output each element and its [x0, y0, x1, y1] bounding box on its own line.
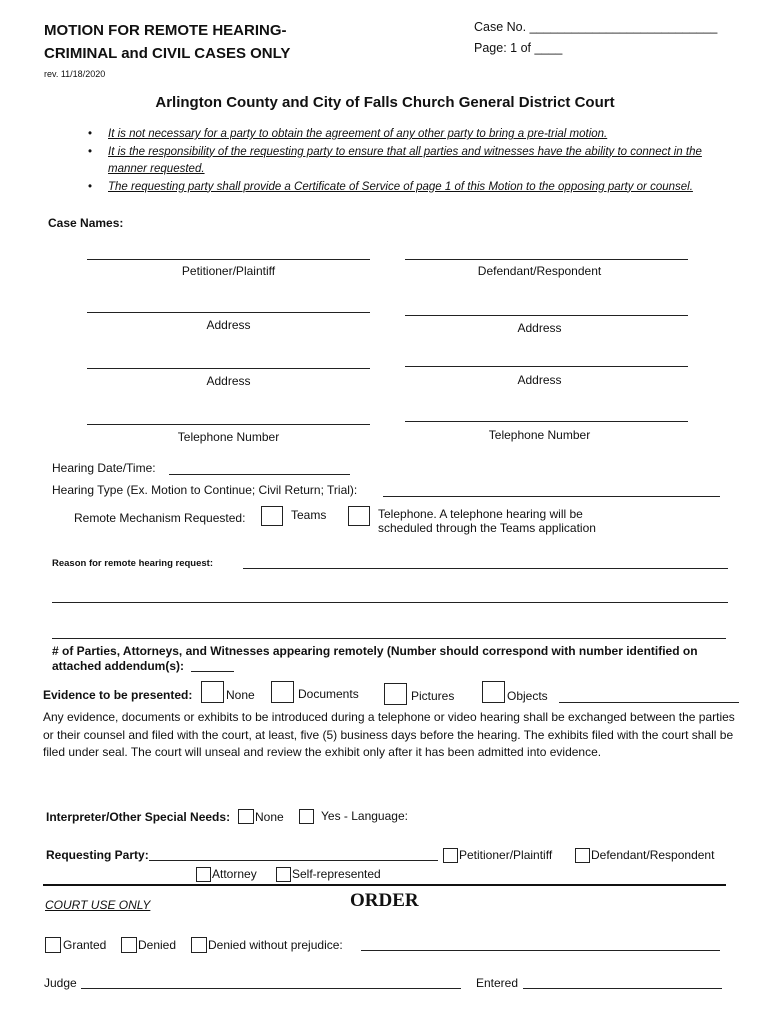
hearing-date-label: Hearing Date/Time: — [52, 461, 156, 475]
reason-label: Reason for remote hearing request: — [52, 558, 214, 569]
defendant-address2-label: Address — [517, 373, 562, 387]
evidence-paragraph: Any evidence, documents or exhibits to be introduced during a telephone or video hearing shall be exchanged between the parties or their counsel and filed with the court, at least, five (5) business days before the hearing. The exhibits filed with the court shall be filed under seal. The court will unseal and review the exhibit only after it has been admitted into evidence. — [43, 710, 735, 759]
instruction-item: • The requesting party shall provide a Certificate of Service of page 1 of this Motion to the opposing party or counsel. — [82, 179, 702, 197]
petitioner-address2-label: Address — [206, 374, 251, 388]
denied-reason-line[interactable] — [361, 950, 720, 951]
defendant-address1-label: Address — [517, 321, 562, 335]
instructions-list — [82, 126, 702, 196]
interpreter-yes-checkbox[interactable] — [299, 809, 314, 824]
case-number-field[interactable]: Case No. ___________________________ — [474, 20, 718, 34]
evidence-documents-label: Documents — [298, 687, 359, 701]
instruction-item: • It is not necessary for a party to obtain the agreement of any other party to bring a pre-trial motion. — [82, 126, 702, 144]
evidence-documents-checkbox[interactable] — [271, 681, 294, 703]
form-title-line1: MOTION FOR REMOTE HEARING- — [44, 22, 287, 39]
interpreter-none-checkbox[interactable] — [238, 809, 254, 824]
defendant-phone-label: Telephone Number — [488, 428, 591, 442]
section-divider — [43, 884, 726, 886]
parties-count-field[interactable] — [191, 671, 234, 672]
evidence-none-label: None — [226, 688, 255, 702]
evidence-pictures-checkbox[interactable] — [384, 683, 407, 705]
court-use-only-label: COURT USE ONLY — [45, 898, 151, 912]
entered-date-line[interactable] — [523, 988, 722, 989]
defendant-address2-line[interactable] — [405, 366, 688, 367]
self-represented-checkbox[interactable] — [276, 867, 291, 882]
denied-label: Denied — [138, 938, 177, 952]
teams-label: Teams — [291, 508, 327, 522]
petitioner-phone-line[interactable] — [87, 424, 370, 425]
judge-signature-line[interactable] — [81, 988, 461, 989]
petitioner-phone-label: Telephone Number — [177, 430, 280, 444]
revision-date: rev. 11/18/2020 — [44, 69, 106, 79]
interpreter-yes-label: Yes - Language: — [321, 809, 408, 823]
interpreter-label: Interpreter/Other Special Needs: — [46, 810, 231, 824]
page-count-field[interactable]: Page: 1 of ____ — [474, 41, 563, 55]
petitioner-address1-label: Address — [206, 318, 251, 332]
defendant-name-line[interactable] — [405, 259, 688, 260]
denied-checkbox[interactable] — [121, 937, 137, 953]
petitioner-option-label: Petitioner/Plaintiff — [459, 848, 553, 862]
teams-checkbox[interactable] — [261, 506, 283, 526]
petitioner-address1-line[interactable] — [87, 312, 370, 313]
remote-mechanism-label: Remote Mechanism Requested: — [74, 511, 246, 525]
entered-label: Entered — [476, 976, 519, 990]
evidence-objects-checkbox[interactable] — [482, 681, 505, 703]
petitioner-name-line[interactable] — [87, 259, 370, 260]
instruction-item: • It is the responsibility of the requesting party to ensure that all parties and witnesses have the ability to connect in the manner requested. — [82, 144, 702, 179]
hearing-type-label: Hearing Type (Ex. Motion to Continue; Civil Return; Trial): — [52, 483, 358, 497]
reason-line-2[interactable] — [52, 602, 728, 603]
self-represented-option-label: Self-represented — [292, 867, 381, 881]
petitioner-checkbox[interactable] — [443, 848, 458, 863]
denied-without-prejudice-label: Denied without prejudice: — [208, 938, 343, 952]
reason-line-3[interactable] — [52, 638, 726, 639]
petitioner-label: Petitioner/Plaintiff — [181, 264, 276, 278]
attorney-checkbox[interactable] — [196, 867, 211, 882]
denied-without-prejudice-checkbox[interactable] — [191, 937, 207, 953]
defendant-phone-line[interactable] — [405, 421, 688, 422]
evidence-objects-line[interactable] — [559, 702, 739, 703]
granted-checkbox[interactable] — [45, 937, 61, 953]
evidence-pictures-label: Pictures — [411, 689, 455, 703]
telephone-label-line1: Telephone. A telephone hearing will be — [378, 507, 583, 521]
petitioner-address2-line[interactable] — [87, 368, 370, 369]
interpreter-none-label: None — [255, 810, 284, 824]
reason-line-1[interactable] — [243, 568, 728, 569]
parties-count-line1: # of Parties, Attorneys, and Witnesses appearing remotely (Number should correspond with number identified on — [52, 644, 698, 658]
telephone-label-line2: scheduled through the Teams application — [378, 521, 596, 535]
order-heading: ORDER — [350, 890, 419, 911]
attorney-option-label: Attorney — [212, 867, 257, 881]
requesting-party-line[interactable] — [149, 860, 438, 861]
court-name: Arlington County and City of Falls Church General District Court — [155, 94, 615, 111]
defendant-label: Defendant/Respondent — [477, 264, 602, 278]
granted-label: Granted — [63, 938, 107, 952]
defendant-checkbox[interactable] — [575, 848, 590, 863]
hearing-date-line[interactable] — [169, 474, 350, 475]
case-names-label: Case Names: — [48, 216, 124, 230]
parties-count-line2: attached addendum(s): — [52, 659, 185, 673]
defendant-address1-line[interactable] — [405, 315, 688, 316]
hearing-type-line[interactable] — [383, 496, 720, 497]
form-title-line2: CRIMINAL and CIVIL CASES ONLY — [44, 45, 291, 62]
telephone-checkbox[interactable] — [348, 506, 370, 526]
requesting-party-label: Requesting Party: — [46, 848, 149, 862]
evidence-label: Evidence to be presented: — [43, 688, 193, 702]
defendant-option-label: Defendant/Respondent — [591, 848, 715, 862]
judge-label: Judge — [44, 976, 77, 990]
evidence-objects-label: Objects — [507, 689, 548, 703]
evidence-none-checkbox[interactable] — [201, 681, 224, 703]
